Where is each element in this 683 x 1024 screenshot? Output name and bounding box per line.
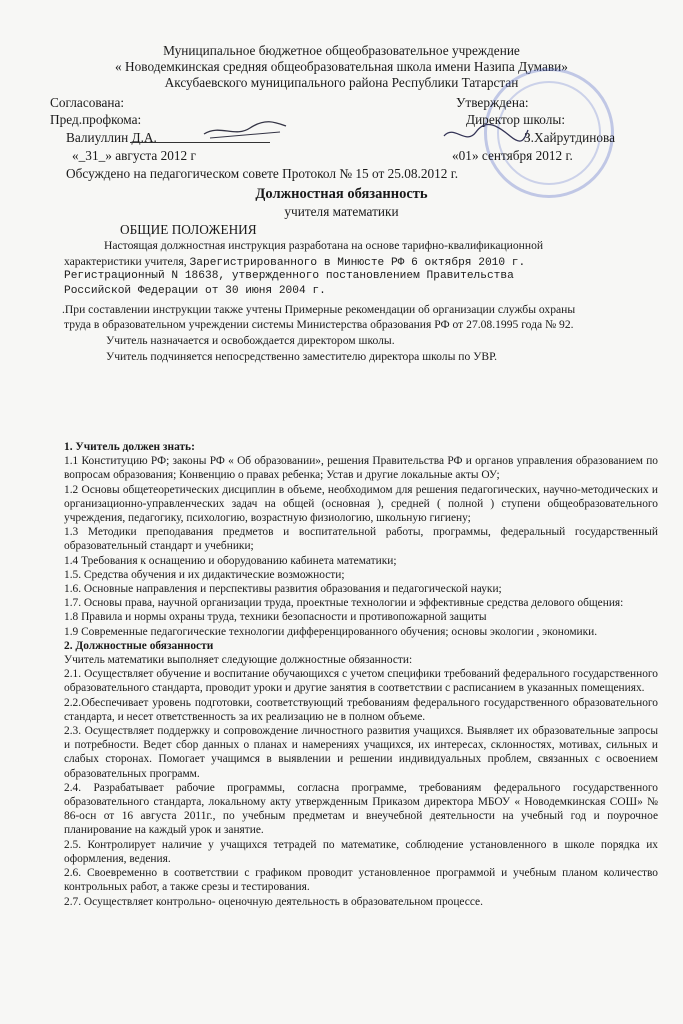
org-line-2: « Новодемкинская средняя общеобразовательная школа имени Назипа Думави» xyxy=(115,59,568,74)
document-subtitle: учителя математики xyxy=(284,204,399,219)
council-line: Обсуждено на педагогическом совете Протокол № 15 от 25.08.2012 г. xyxy=(66,166,459,181)
section2-item: 2.7. Осуществляет контрольно- оценочную деятельность в образовательном процессе. xyxy=(64,895,483,908)
general-p1-line4: Российской Федерации от 30 июня 2004 г. xyxy=(64,285,326,297)
section1-item: 1.3 Методики преподавания предметов и воспитательной работы, программы, федеральный государственный образовательный стандарт и учебники; xyxy=(64,526,658,553)
section1-item: 1.4 Требования к оснащению и оборудованию кабинета математики; xyxy=(64,554,397,567)
general-p1-line2 xyxy=(64,254,525,271)
section1-item: 1.1 Конституцию РФ; законы РФ « Об образовании», решения Правительства РФ и органов управления образованием по вопросам образования; Конвенцию о правах ребенка; Устав и другие локальные акты ОУ; xyxy=(64,455,658,482)
section1-heading: 1. Учитель должен знать: xyxy=(64,441,195,453)
section1-item: 1.8 Правила и нормы охраны труда, техники безопасности и противопожарной защиты xyxy=(64,611,487,624)
section2-item: 2.5. Контролирует наличие у учащихся тетрадей по математике, соблюдение установленного в школе порядка их оформления, ведения. xyxy=(64,838,658,865)
approval-left-name: Валиуллин Д.А. xyxy=(66,130,157,145)
general-p1-line1: Настоящая должностная инструкция разработана на основе тарифно-квалификационной xyxy=(104,239,544,252)
general-p2-line1: .При составлении инструкции также учтены Примерные рекомендации об организации службы охраны xyxy=(62,303,576,316)
org-line-1: Муниципальное бюджетное общеобразовательное учреждение xyxy=(163,43,520,58)
general-p2-line2: труда в образовательном учреждении системы Министерства образования РФ от 27.08.1995 года № 92. xyxy=(64,318,574,331)
approval-right-date: «01» сентября 2012 г. xyxy=(452,148,573,163)
section2-intro: Учитель математики выполняет следующие должностные обязанности: xyxy=(64,654,413,667)
main-sections xyxy=(64,440,658,909)
approval-right-label: Утверждена: xyxy=(456,95,529,110)
section2-heading: 2. Должностные обязанности xyxy=(64,639,214,652)
section1-list xyxy=(64,454,658,639)
general-p1-line3: Регистрационный N 18638, утвержденного постановлением Правительства xyxy=(64,270,514,282)
approval-left-date: «_31_» августа 2012 г xyxy=(72,148,196,163)
approval-left-label: Согласована: xyxy=(50,95,125,110)
general-heading: ОБЩИЕ ПОЛОЖЕНИЯ xyxy=(120,222,257,237)
section1-item: 1.6. Основные направления и перспективы развития образования и педагогической науки; xyxy=(64,583,502,596)
left-signature xyxy=(200,116,290,144)
section2-item: 2.3. Осуществляет поддержку и сопровождение личностного развития учащихся. Выявляет их образовательные запросы и потребности. Ведет сбор данных о планах и намерениях учащихся, их интересах, склонностях, мотивах, сильных и слабых сторонах. Помогает учащимся в выявлении и решении индивидуальных проблем, связанных с освоением образовательных программ. xyxy=(64,725,658,780)
document-title: Должностная обязанность xyxy=(255,186,428,202)
section2-item: 2.1. Осуществляет обучение и воспитание обучающихся с учетом специфики требований федерального государственного образовательного стандарта, проводит уроки и другие занятия в соответствии с расписанием в указанных помещениях. xyxy=(64,668,658,695)
right-signature xyxy=(440,122,530,148)
section2-item: 2.2.Обеспечивает уровень подготовки, соответствующий требованиям федерального государственного образовательного стандарта, и несет ответственность за их реализацию не в полном объеме. xyxy=(64,696,658,723)
section2-item: 2.4. Разрабатывает рабочие программы, согласна программе, требованиям федерального государственного образовательного стандарта, локальному акту утвержденным Приказом директора МБОУ « Новодемкинская СОШ» № 86-осн от 16 августа 2011г., по учебным предметам и внеучебной деятельности на учебный год и поурочное планирование на каждый урок и занятие. xyxy=(64,781,658,837)
approval-left-role: Пред.профкома: xyxy=(50,112,142,127)
general-p1-line2b: Зарегистрированного в Минюсте РФ 6 октября 2010 г. xyxy=(189,257,526,269)
section1-item: 1.2 Основы общетеоретических дисциплин в объеме, необходимом для решения педагогических, научно-методических и организационно-управленческих задач на общей (основная ), средней ( полной ) ступени общеобразовательного учреждения, педагогику, психологию, возрастную физиологию, школьную гигиену; xyxy=(64,483,658,525)
section2-item: 2.6. Своевременно в соответствии с графиком проводит установленное программой и учебным планом количество контрольных работ, а также срезы и тестирования. xyxy=(64,867,658,894)
approval-right-name: З.Хайрутдинова xyxy=(524,130,616,145)
approval-right-role: Директор школы: xyxy=(466,112,566,127)
section2-list xyxy=(64,667,658,908)
org-line-3: Аксубаевского муниципального района Республики Татарстан xyxy=(164,75,519,90)
section1-item: 1.7. Основы права, научной организации труда, проектные технологии и эффективные средства делового общения: xyxy=(64,597,624,610)
left-signature-line xyxy=(130,142,270,143)
section1-item: 1.5. Средства обучения и их дидактические возможности; xyxy=(64,568,345,581)
general-p4: Учитель подчиняется непосредственно заместителю директора школы по УВР. xyxy=(106,350,498,363)
general-p1-line2a: характеристики учителя, xyxy=(64,255,190,268)
section1-item: 1.9 Современные педагогические технологии дифференцированного обучения; основы экологии , экономики. xyxy=(64,625,598,638)
general-p3: Учитель назначается и освобождается директором школы. xyxy=(106,334,395,347)
